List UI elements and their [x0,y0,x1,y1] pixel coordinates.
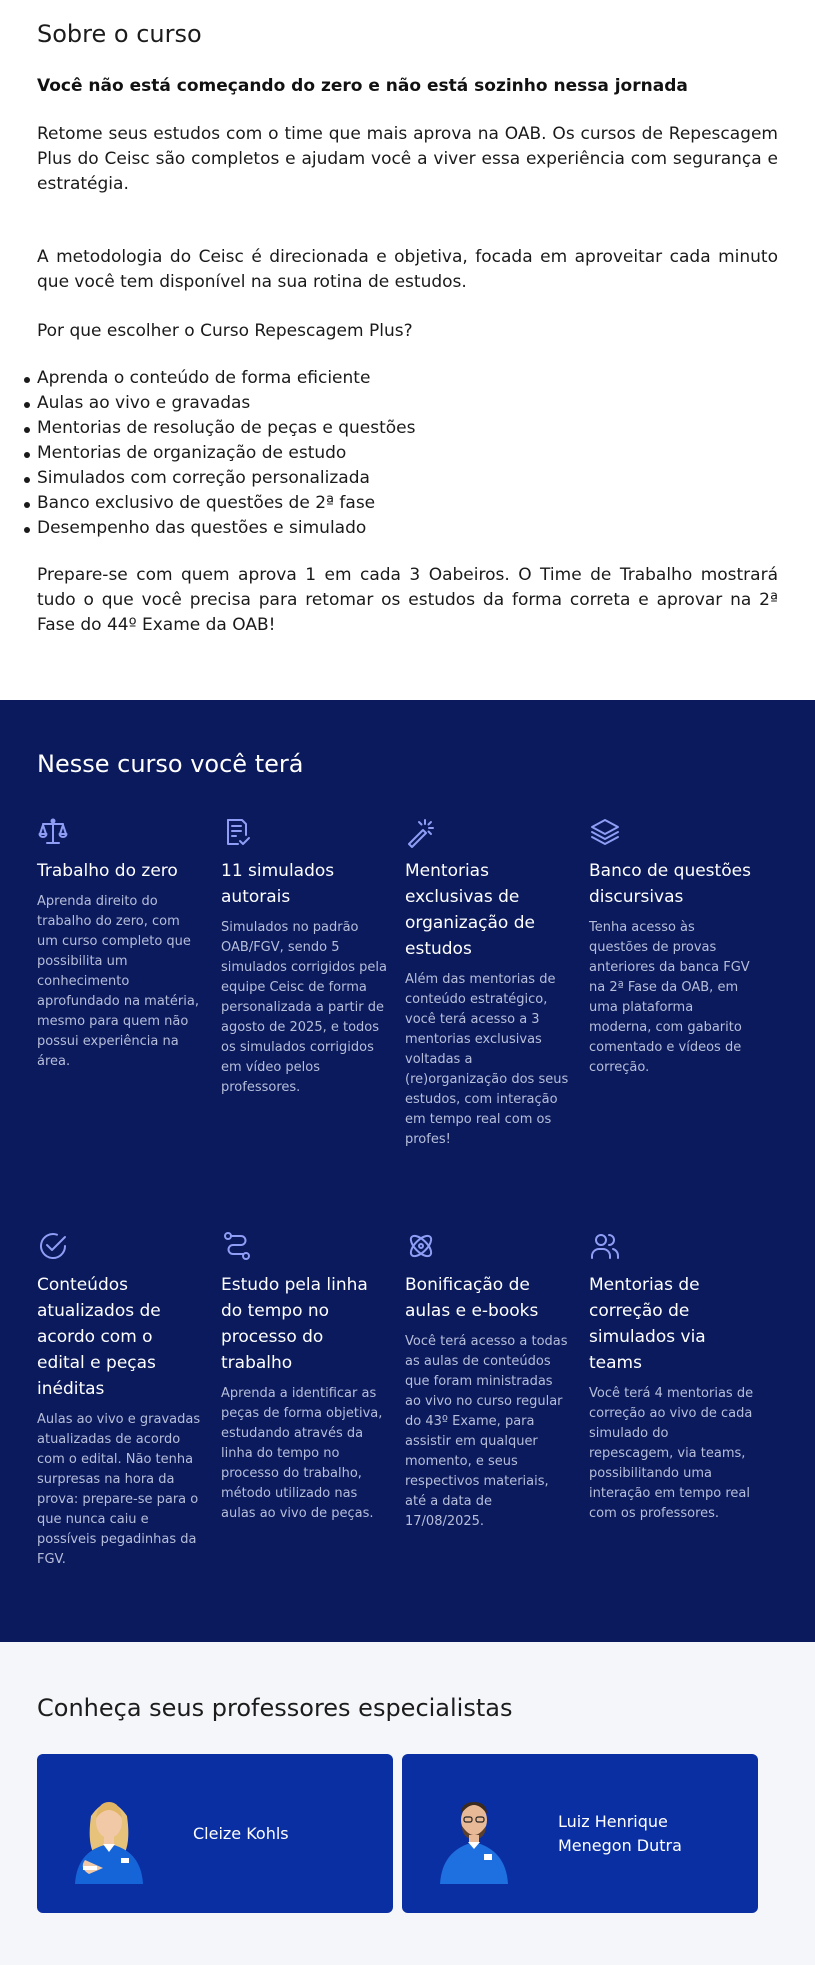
feature-text: Simulados no padrão OAB/FGV, sendo 5 simulados corrigidos pela equipe Ceisc de forma personalizada a partir de agosto de 2025, e todos os simulados corrigidos em vídeo pelos professores. [221,920,387,1095]
feature-text: Tenha acesso às questões de provas anteriores da banca FGV na 2ª Fase da OAB, em uma plataforma moderna, com gabarito comentado e vídeos de correção. [589,920,750,1075]
feature-card [405,816,571,1150]
feature-text: Aprenda a identificar as peças de forma objetiva, estudando através da linha do tempo no processo do trabalho, método utilizado nas aulas ao vivo de peças. [221,1386,383,1521]
features-grid-row-1 [37,816,778,1150]
teachers-title: Conheça seus professores especialistas [37,1694,513,1722]
about-subtitle: Você não está começando do zero e não está sozinho nessa jornada [37,76,688,96]
feature-card [405,1230,571,1570]
feature-title: Mentorias de correção de simulados via teams [589,1275,706,1373]
users-icon [589,1230,621,1262]
feature-card [37,816,203,1150]
list-item: Desempenho das questões e simulado [37,516,778,541]
feature-title: Banco de questões discursivas [589,861,751,907]
teacher-photo-cleize [67,1784,151,1884]
teacher-name: Cleize Kohls [193,1823,289,1843]
features-title: Nesse curso você terá [37,750,304,778]
about-title: Sobre o curso [37,20,202,48]
feature-title: Bonificação de aulas e e-books [405,1275,539,1321]
about-closing: Prepare-se com quem aprova 1 em cada 3 Oabeiros. O Time de Trabalho mostrará tudo o que você precisa para retomar os estudos da forma correta e aprovar na 2ª Fase do 44º Exame da OAB! [37,565,778,635]
layers-icon [589,816,621,848]
document-check-icon [221,816,253,848]
teacher-name: Luiz Henrique Menegon Dutra [558,1811,682,1855]
features-grid-row-2 [37,1230,778,1570]
feature-text: Você terá 4 mentorias de correção ao vivo de cada simulado do repescagem, via teams, possibilitando uma interação em tempo real com os professores. [589,1386,754,1521]
feature-title: Estudo pela linha do tempo no processo do trabalho [221,1275,368,1373]
circle-check-icon [37,1230,69,1262]
feature-text: Além das mentorias de conteúdo estratégico, você terá acesso a 3 mentorias exclusivas voltadas a (re)organização dos seus estudos, com interação em tempo real com os profes! [405,972,569,1147]
list-item: Mentorias de organização de estudo [37,441,778,466]
benefits-list [37,366,778,541]
list-item: Simulados com correção personalizada [37,466,778,491]
feature-card [221,816,387,1150]
feature-card [589,1230,755,1570]
feature-card [221,1230,387,1570]
feature-title: Conteúdos atualizados de acordo com o edital e peças inéditas [37,1275,161,1399]
about-question: Por que escolher o Curso Repescagem Plus? [37,321,413,341]
about-section [0,0,815,700]
teacher-card[interactable] [37,1754,393,1913]
feature-card [37,1230,203,1570]
teachers-grid [37,1754,778,1913]
features-section [0,700,815,1642]
feature-text: Aprenda direito do trabalho do zero, com um curso completo que possibilita um conhecimento aprofundado na matéria, mesmo para quem não possui experiência na área. [37,894,199,1069]
list-item: Aprenda o conteúdo de forma eficiente [37,366,778,391]
list-item: Aulas ao vivo e gravadas [37,391,778,416]
teachers-section [0,1642,815,1965]
feature-title: 11 simulados autorais [221,861,335,907]
feature-text: Você terá acesso a todas as aulas de conteúdos que foram ministradas ao vivo no curso regular do 43º Exame, para assistir em qualquer momento, e seus respectivos materiais, até a data de 17/08/2025. [405,1334,568,1529]
about-paragraph-1: Retome seus estudos com o time que mais aprova na OAB. Os cursos de Repescagem Plus do Ceisc são completos e ajudam você a viver essa experiência com segurança e estratégia. [37,124,778,194]
feature-card [589,816,755,1150]
feature-title: Trabalho do zero [37,861,178,881]
atom-icon [405,1230,437,1262]
list-item: Banco exclusivo de questões de 2ª fase [37,491,778,516]
route-icon [221,1230,253,1262]
about-paragraph-2: A metodologia do Ceisc é direcionada e objetiva, focada em aproveitar cada minuto que você tem disponível na sua rotina de estudos. [37,247,778,292]
scale-icon [37,816,69,848]
feature-text: Aulas ao vivo e gravadas atualizadas de acordo com o edital. Não tenha surpresas na hora da prova: prepare-se para o que nunca caiu e possíveis pegadinhas da FGV. [37,1412,201,1567]
teacher-card[interactable] [402,1754,758,1913]
list-item: Mentorias de resolução de peças e questões [37,416,778,441]
magic-wand-icon [405,816,437,848]
feature-title: Mentorias exclusivas de organização de estudos [405,861,535,959]
teacher-photo-luiz [432,1784,516,1884]
